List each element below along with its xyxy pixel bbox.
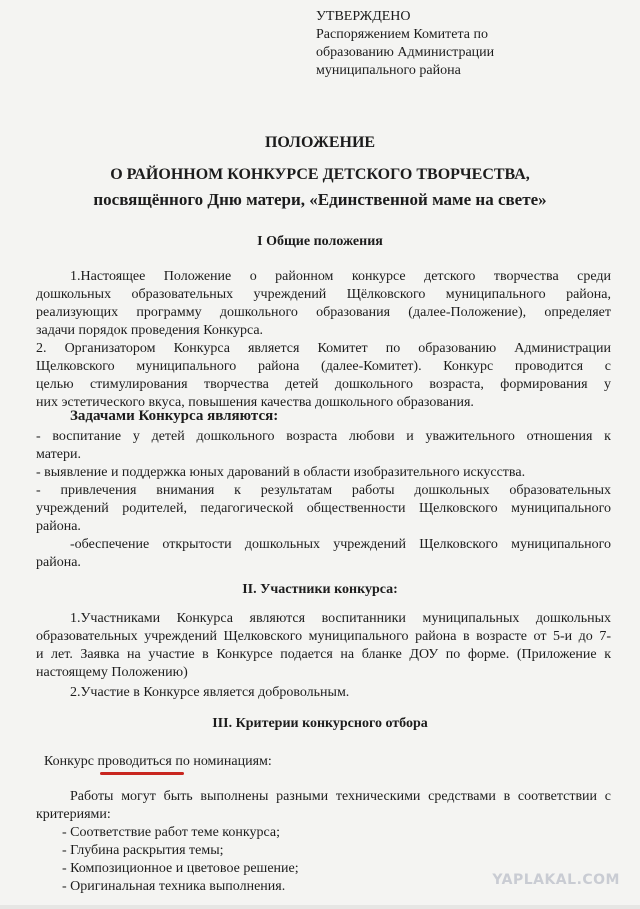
paragraph-line: целью стимулирования творчества детей дошкольного возраста, формирования у xyxy=(36,377,611,392)
nominations-text: по номинациям: xyxy=(171,754,272,769)
document-subtitle: посвящённого Дню матери, «Единственной маме на свете» xyxy=(93,190,547,209)
criteria-item: - Композиционное и цветовое решение; xyxy=(62,861,299,876)
criteria-item: - Соответствие работ теме конкурса; xyxy=(62,825,280,840)
section-heading: II. Участники конкурса: xyxy=(242,582,398,597)
paragraph-line: 1.Участниками Конкурса являются воспитанники муниципальных дошкольных xyxy=(70,611,611,626)
paragraph-line: района. xyxy=(36,555,81,570)
paragraph-line: образовательных учреждений Щелковского муниципального района в возрасте от 5-и до 7- xyxy=(36,629,611,644)
paragraph-line: настоящему Положению) xyxy=(36,665,188,680)
paragraph-line: учреждений родителей, педагогической общественности Щелковского муниципального xyxy=(36,501,611,516)
red-underline-mark xyxy=(100,772,184,775)
paragraph-line: Щелковского муниципального района (далее-Комитет). Конкурс проводится с xyxy=(36,359,611,374)
document-title: ПОЛОЖЕНИЕ xyxy=(264,134,376,151)
paragraph-line: 1.Настоящее Положение о районном конкурсе детского творчества среди xyxy=(70,269,611,284)
paragraph-line: -обеспечение открытости дошкольных учреждений Щелковского муниципального xyxy=(70,537,611,552)
approval-stamp xyxy=(316,8,494,80)
paragraph-line: Работы могут быть выполнены разными техническими средствами в соответствии с xyxy=(70,789,611,804)
paragraph-line: матери. xyxy=(36,447,81,462)
nominations-line xyxy=(44,753,272,771)
paragraph-line: - выявление и поддержка юных дарований в области изобразительного искусства. xyxy=(36,465,526,480)
paragraph-line: - воспитание у детей дошкольного возраста любови и уважительного отношения к xyxy=(36,429,611,444)
page-bottom-edge xyxy=(0,905,640,909)
document-subtitle: О РАЙОННОМ КОНКУРСЕ ДЕТСКОГО ТВОРЧЕСТВА, xyxy=(110,166,530,183)
paragraph-line: задачи порядок проведения Конкурса. xyxy=(36,323,264,338)
paragraph-line: - привлечения внимания к результатам работы дошкольных образовательных xyxy=(36,483,611,498)
paragraph-line: района. xyxy=(36,519,81,534)
watermark: YAPLAKAL.COM xyxy=(492,872,620,888)
paragraph-line: критериями: xyxy=(36,807,111,822)
approval-line: муниципального района xyxy=(316,63,461,78)
paragraph-line: и лет. Заявка на участие в Конкурсе подается на бланке ДОУ по форме. (Приложение к xyxy=(36,647,611,662)
paragraph-line: 2.Участие в Конкурсе является добровольным. xyxy=(70,685,350,700)
section-heading: III. Критерии конкурсного отбора xyxy=(212,716,428,731)
approval-line: образованию Администрации xyxy=(316,45,495,60)
paragraph-line: 2. Организатором Конкурса является Комитет по образованию Администрации xyxy=(36,341,611,356)
approval-line: УТВЕРЖДЕНО xyxy=(316,9,411,24)
criteria-item: - Оригинальная техника выполнения. xyxy=(62,879,286,894)
criteria-item: - Глубина раскрытия темы; xyxy=(62,843,224,858)
tasks-heading: Задачами Конкурса являются: xyxy=(70,408,279,424)
section-heading: I Общие положения xyxy=(257,234,383,249)
nominations-text: Конкурс xyxy=(44,754,98,769)
paragraph-line: реализующих программу дошкольного образования (далее-Положение), определяет xyxy=(36,305,611,320)
paragraph-line: дошкольных образовательных учреждений Щёлковского муниципального района, xyxy=(36,287,611,302)
approval-line: Распоряжением Комитета по xyxy=(316,27,488,42)
paragraph-line: них эстетического вкуса, повышения качества дошкольного образования. xyxy=(36,395,474,410)
highlighted-word: проводиться xyxy=(97,754,172,769)
